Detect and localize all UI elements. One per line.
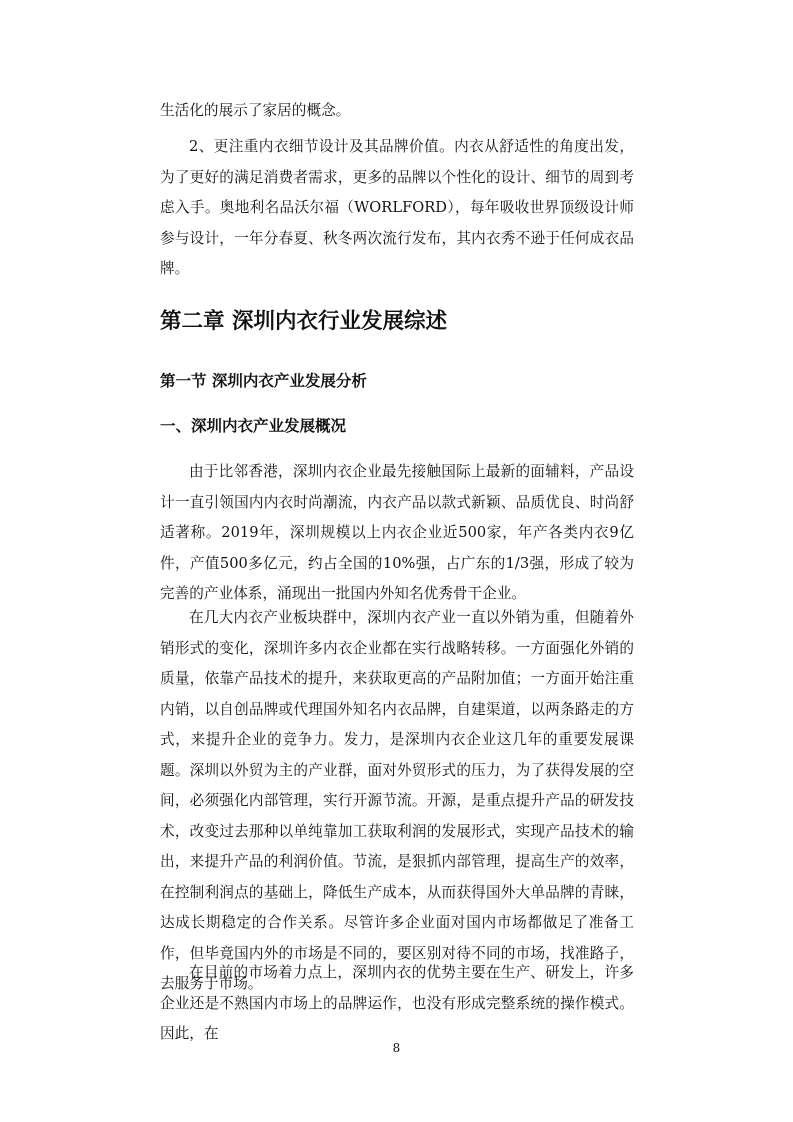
paragraph-industry-strategy: 在几大内衣产业板块群中，深圳内衣产业一直以外销为重，但随着外销形式的变化，深圳许多内衣企业都在实行战略转移。一方面强化外销的质量，依靠产品技术的提升，来获取更高的产品附加值；一方面开始注重内销，以自创品牌或代理国外知名内衣品牌，自建渠道，以两条路走的方式，来提升企业的竞争力。发力，是深圳内衣企业这几年的重要发展课题。深圳以外贸为主的产业群，面对外贸形式的压力，为了获得发展的空间，必须强化内部管理，实行开源节流。开源，是重点提升产品的研发技术，改变过去那种以单纯靠加工获取利润的发展形式，实现产品技术的输出，来提升产品的利润价值。节流，是狠抓内部管理，提高生产的效率，在控制利润点的基础上，降低生产成本，从而获得国外大单品牌的青睐，达成长期稳定的合作关系。尽管许多企业面对国内市场都做足了准备工作，但毕竟国内外的市场是不同的，要区别对待不同的市场，找准路子，去服务于市场。 bbox=[160, 609, 634, 992]
paragraph-continuation: 生活化的展示了家居的概念。 bbox=[160, 102, 351, 119]
subsection-title: 一、深圳内衣产业发展概况 bbox=[160, 417, 347, 435]
paragraph-market-focus: 在目前的市场着力点上，深圳内衣的优势主要在生产、研发上，许多企业还是不熟国内市场上的品牌运作，也没有形成完整系统的操作模式。因此，在 bbox=[160, 964, 634, 1042]
page-number: 8 bbox=[392, 1041, 401, 1055]
paragraph-design-detail: 2、更注重内衣细节设计及其品牌价值。内衣从舒适性的角度出发，为了更好的满足消费者需求，更多的品牌以个性化的设计、细节的周到考虑入手。奥地利名品沃尔福（WORLFORD），每年吸收世界顶级设计师参与设计，一年分春夏、秋冬两次流行发布，其内衣秀不逊于任何成衣品牌。 bbox=[160, 138, 634, 277]
section-title: 第一节 深圳内衣产业发展分析 bbox=[160, 372, 367, 390]
chapter-title: 第二章 深圳内衣行业发展综述 bbox=[160, 309, 447, 334]
paragraph-overview: 由于比邻香港，深圳内衣企业最先接触国际上最新的面辅料，产品设计一直引领国内内衣时尚潮流，内衣产品以款式新颖、品质优良、时尚舒适著称。2019年，深圳规模以上内衣企业近500家，年产各类内衣9亿件，产值500多亿元，约占全国的10%强，占广东的1/3强，形成了较为完善的产业体系，涌现出一批国内外知名优秀骨干企业。 bbox=[160, 463, 634, 602]
